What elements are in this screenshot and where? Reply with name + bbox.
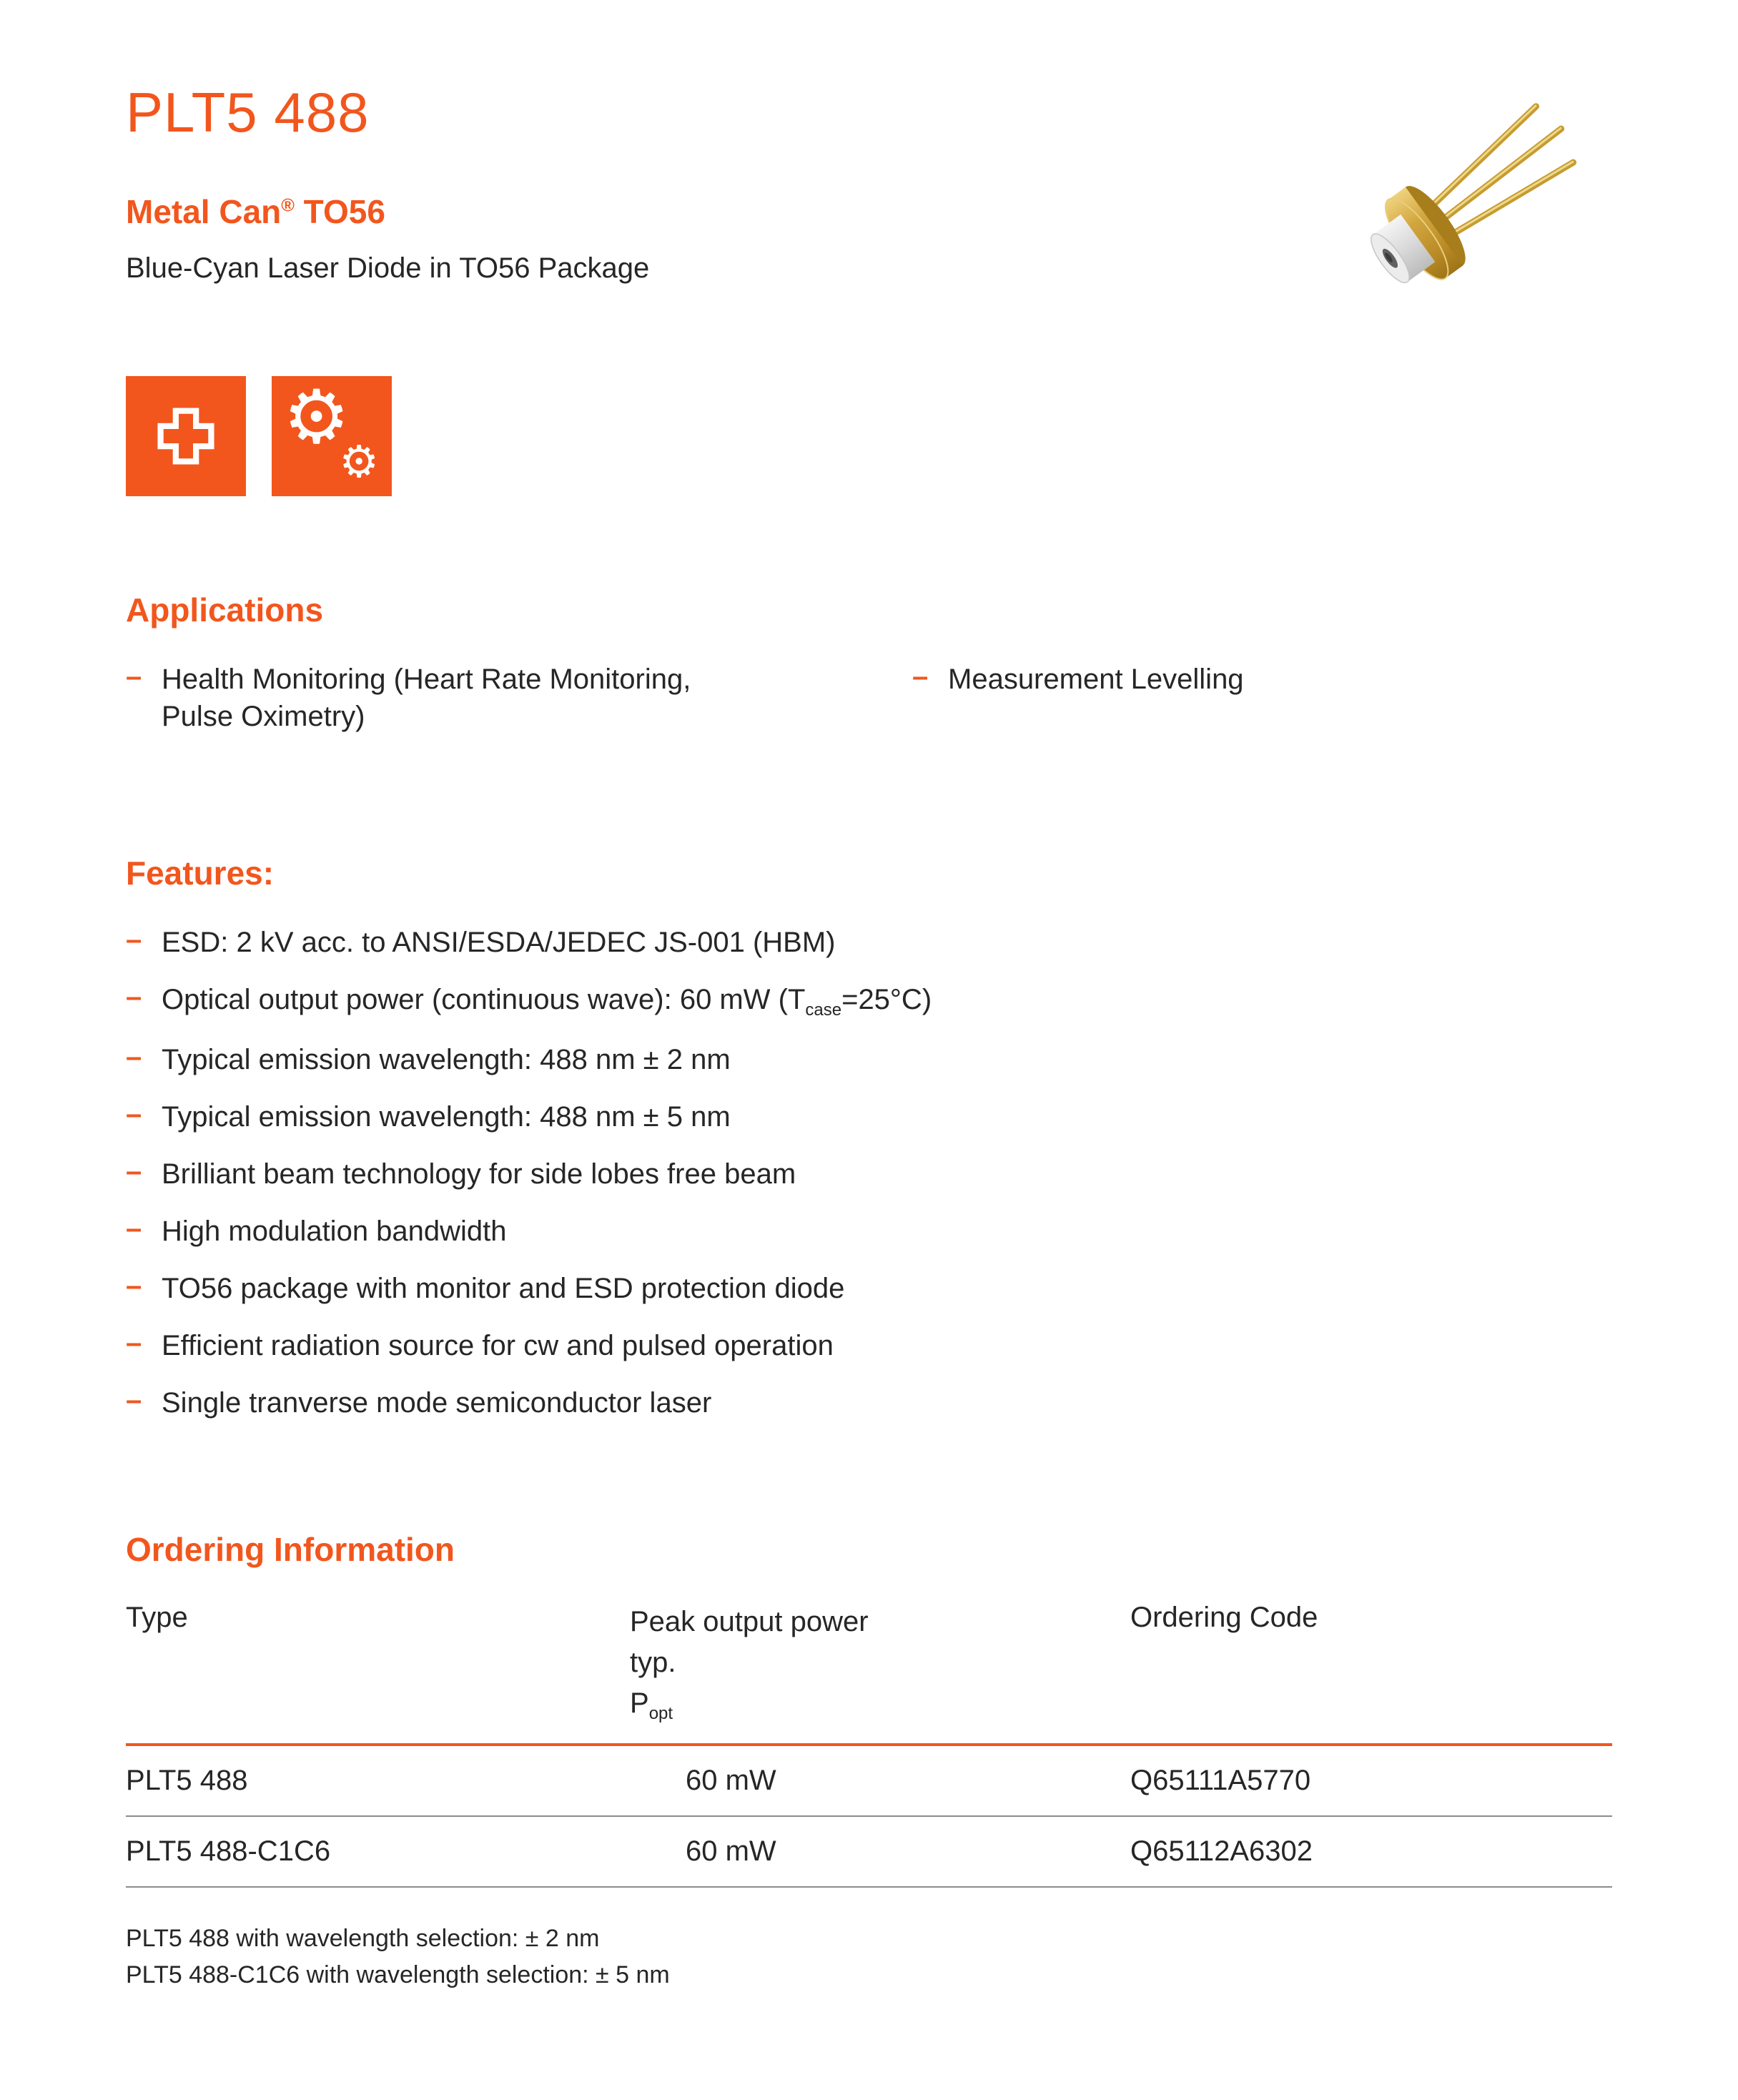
- application-text: [948, 661, 1244, 698]
- feature-item: [126, 924, 1612, 961]
- product-photo-to56-laser-diode: [1303, 84, 1639, 320]
- laser-diode-illustration: [1303, 84, 1639, 320]
- features-section: [126, 854, 1612, 1421]
- ordering-cell-type: PLT5 488: [126, 1764, 248, 1796]
- text-segment: Optical output power (continuous wave): 60 mW (T: [162, 984, 806, 1015]
- product-family-package: TO56: [294, 193, 385, 230]
- industrial-tile: [272, 376, 392, 496]
- gear-large-icon: ⚙: [283, 376, 350, 459]
- column-header-power: [630, 1602, 1130, 1726]
- power-symbol-letter: P: [630, 1687, 649, 1719]
- feature-text: Efficient radiation source for cw and pulsed operation: [162, 1330, 834, 1362]
- list-dash-icon: –: [126, 924, 142, 955]
- list-dash-icon: –: [126, 1041, 142, 1073]
- feature-text: High modulation bandwidth: [162, 1216, 507, 1248]
- ordering-table-header: [126, 1602, 1612, 1726]
- feature-text: Single tranverse mode semiconductor laser: [162, 1387, 712, 1419]
- list-dash-icon: –: [126, 1384, 142, 1416]
- applications-column-1: [126, 661, 912, 755]
- list-dash-icon: –: [126, 661, 142, 692]
- list-dash-icon: –: [126, 1327, 142, 1359]
- list-dash-icon: –: [912, 661, 929, 692]
- application-text: [162, 661, 691, 735]
- feature-text: Brilliant beam technology for side lobes free beam: [162, 1158, 796, 1191]
- features-list: [126, 924, 1612, 1421]
- feature-text: ESD: 2 kV acc. to ANSI/ESDA/JEDEC JS-001 (HBM): [162, 927, 836, 958]
- ordering-table-row: [126, 1817, 1612, 1888]
- ordering-table-body: [126, 1746, 1612, 1888]
- ordering-heading: Ordering Information: [126, 1531, 455, 1569]
- feature-item: [126, 1327, 1612, 1364]
- power-header-line2: typ.: [630, 1646, 676, 1678]
- feature-item: [126, 1098, 1612, 1135]
- ordering-table: [126, 1602, 1612, 1888]
- power-symbol-subscript: opt: [648, 1703, 673, 1723]
- list-dash-icon: –: [126, 1155, 142, 1188]
- ordering-table-row: [126, 1746, 1612, 1817]
- ordering-notes: [126, 1921, 1612, 1993]
- medical-cross-icon: [144, 394, 228, 478]
- list-dash-icon: –: [126, 981, 142, 1012]
- feature-item: [126, 1270, 1612, 1307]
- ordering-section: [126, 1530, 1612, 1993]
- ordering-cell-power: 60 mW: [686, 1835, 776, 1867]
- ordering-cell-code: Q65112A6302: [1130, 1835, 1313, 1867]
- application-text-line: Pulse Oximetry): [162, 701, 365, 732]
- feature-item: [126, 1384, 1612, 1421]
- feature-item: [126, 981, 1612, 1021]
- ordering-cell-power: 60 mW: [686, 1764, 776, 1796]
- application-item: [912, 661, 1244, 698]
- feature-item: [126, 1155, 1612, 1193]
- product-family-name: Metal Can: [126, 193, 282, 230]
- features-heading: Features:: [126, 854, 275, 892]
- application-text-line: Measurement Levelling: [948, 664, 1244, 695]
- feature-text: Typical emission wavelength: 488 nm ± 5 nm: [162, 1101, 731, 1133]
- page-title: PLT5 488: [126, 81, 370, 144]
- application-item: [126, 661, 912, 735]
- ordering-note: PLT5 488 with wavelength selection: ± 2 nm: [126, 1924, 600, 1952]
- applications-column-2: [912, 661, 1244, 755]
- product-description: Blue-Cyan Laser Diode in TO56 Package: [126, 252, 650, 284]
- text-segment: =25°C): [841, 984, 932, 1015]
- registered-trademark: ®: [281, 195, 295, 216]
- power-symbol: [630, 1683, 1130, 1726]
- application-icon-tiles: [126, 376, 1612, 496]
- applications-section: [126, 591, 1612, 755]
- health-monitoring-tile: [126, 376, 246, 496]
- feature-item: [126, 1213, 1612, 1250]
- feature-text: Typical emission wavelength: 488 nm ± 2 nm: [162, 1044, 731, 1076]
- applications-list: [126, 661, 1612, 755]
- list-dash-icon: –: [126, 1270, 142, 1302]
- feature-text: [162, 981, 932, 1021]
- applications-heading: Applications: [126, 591, 324, 628]
- column-header-type: Type: [126, 1602, 188, 1634]
- application-text-line: Health Monitoring (Heart Rate Monitoring,: [162, 664, 691, 695]
- feature-item: [126, 1041, 1612, 1078]
- gear-small-icon: ⚙: [339, 438, 379, 487]
- column-header-code: Ordering Code: [1130, 1602, 1318, 1634]
- feature-text: TO56 package with monitor and ESD protection diode: [162, 1273, 845, 1305]
- ordering-cell-type: PLT5 488-C1C6: [126, 1835, 331, 1867]
- list-dash-icon: –: [126, 1213, 142, 1245]
- ordering-note: PLT5 488-C1C6 with wavelength selection: ± 5 nm: [126, 1961, 670, 1988]
- subscript: case: [805, 1000, 842, 1020]
- power-header-line1: Peak output power: [630, 1606, 869, 1638]
- ordering-cell-code: Q65111A5770: [1130, 1764, 1311, 1796]
- list-dash-icon: –: [126, 1098, 142, 1130]
